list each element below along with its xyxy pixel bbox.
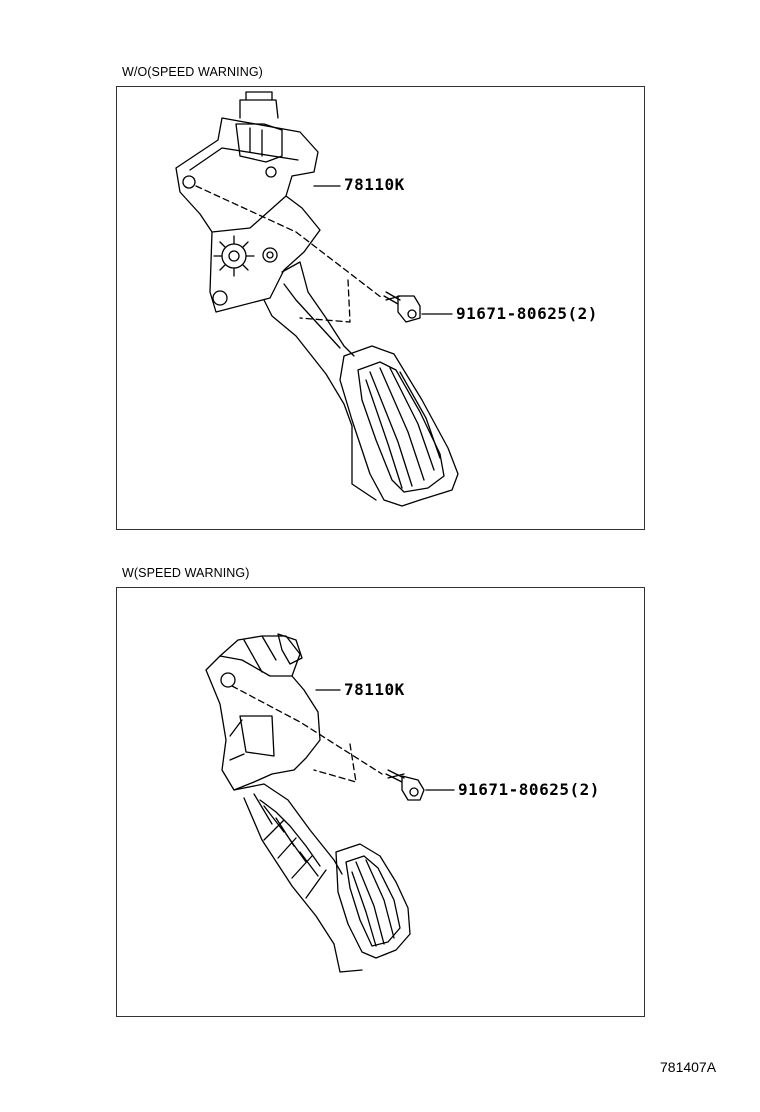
panel-1-title: W/O(SPEED WARNING) [122,65,263,79]
figure-id: 781407A [660,1059,717,1075]
bolt-no-warning [384,292,420,322]
bolt-with-warning [386,770,424,800]
callout-part-pedal-assembly-2: 78110K [344,680,405,699]
callout-part-bolt-2: 91671-80625(2) [458,780,600,799]
callout-part-pedal-assembly-1: 78110K [344,175,405,194]
panel-2-title: W(SPEED WARNING) [122,566,250,580]
callout-part-bolt-1: 91671-80625(2) [456,304,598,323]
